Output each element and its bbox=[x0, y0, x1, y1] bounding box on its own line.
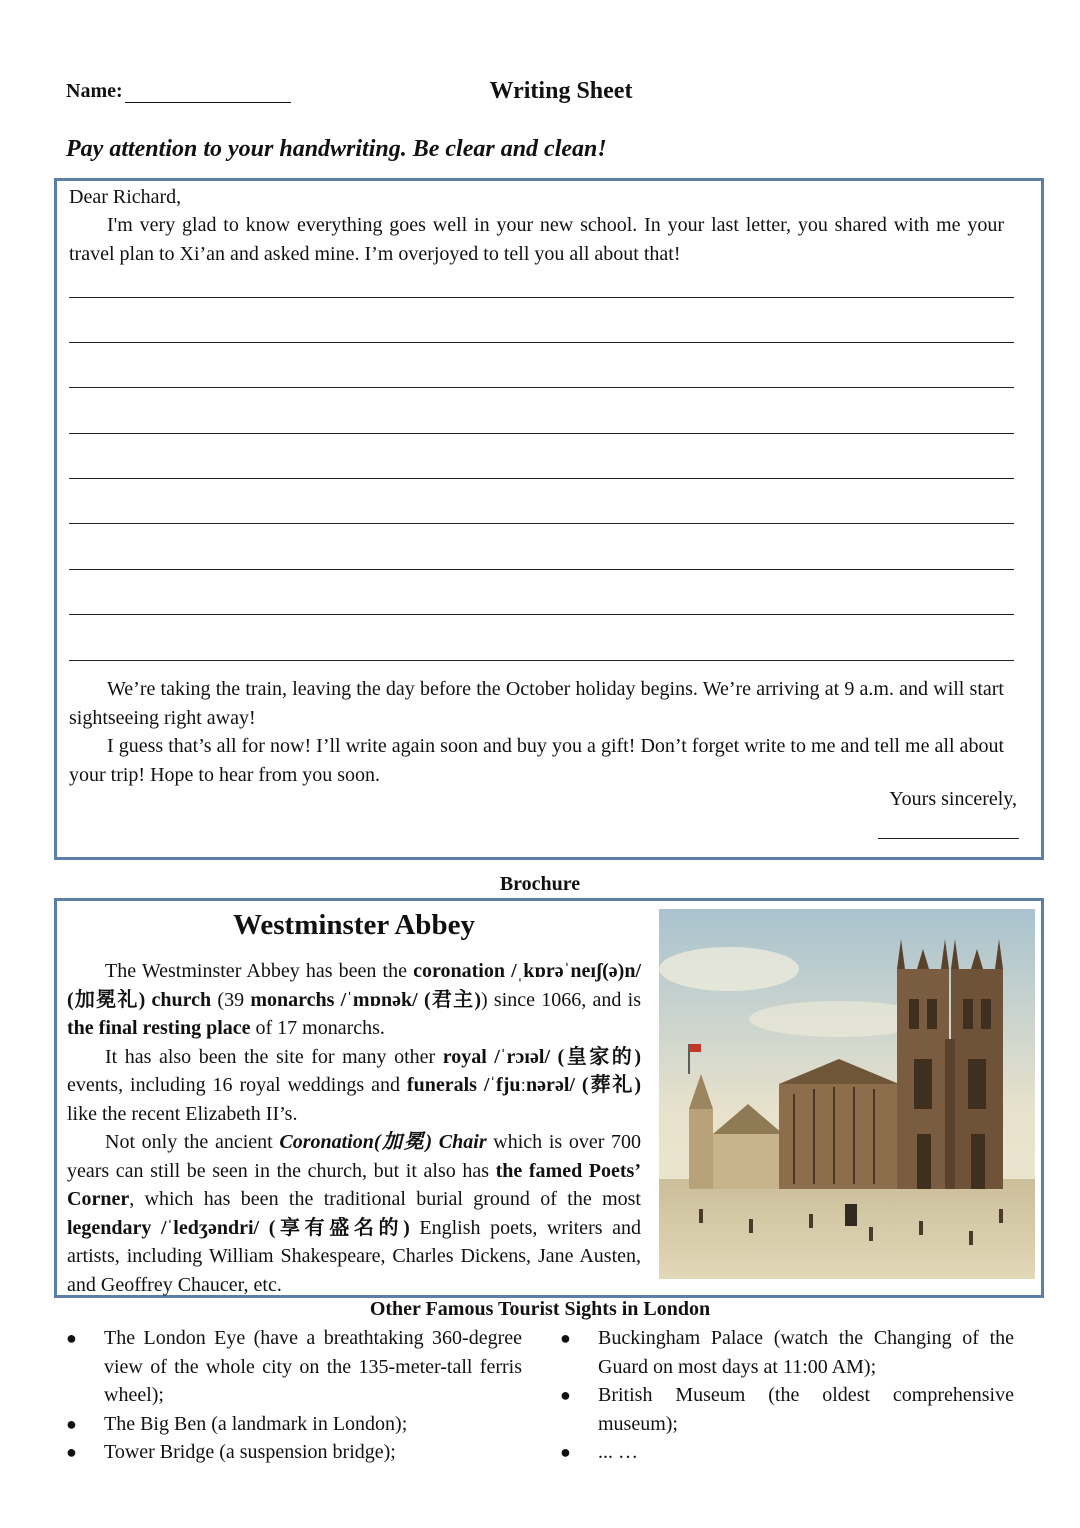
abbey-description bbox=[67, 957, 641, 1299]
bullet-icon: ● bbox=[560, 1328, 571, 1348]
bullet-icon: ● bbox=[560, 1442, 571, 1462]
sight-text: British Museum (the oldest comprehensive museum); bbox=[598, 1384, 1014, 1435]
bullet-icon: ● bbox=[66, 1328, 77, 1348]
writing-line[interactable] bbox=[69, 478, 1014, 479]
bullet-icon: ● bbox=[560, 1385, 571, 1405]
list-item bbox=[66, 1438, 522, 1467]
letter-greeting: Dear Richard, bbox=[69, 186, 182, 208]
sight-text: The Big Ben (a landmark in London); bbox=[104, 1412, 408, 1435]
abbey-paragraph-1 bbox=[67, 957, 641, 1043]
signature-line[interactable] bbox=[878, 838, 1019, 839]
writing-line[interactable] bbox=[69, 342, 1014, 343]
keyword-royal: royal /ˈrɔɪəl/ (皇家的) bbox=[442, 1045, 642, 1068]
list-item bbox=[560, 1438, 1014, 1467]
writing-line[interactable] bbox=[69, 523, 1014, 524]
writing-line[interactable] bbox=[69, 660, 1014, 661]
text-run: events, including 16 royal weddings and bbox=[67, 1074, 407, 1096]
keyword-monarchs: monarchs /ˈmɒnək/ (君主) bbox=[250, 988, 482, 1011]
sight-text: Tower Bridge (a suspension bridge); bbox=[104, 1441, 396, 1463]
list-item bbox=[560, 1381, 1014, 1438]
writing-line[interactable] bbox=[69, 387, 1014, 388]
letter-paragraph-2: We’re taking the train, leaving the day before the October holiday begins. We’re arriving at 9 a.m. and will start sightseeing right away! bbox=[69, 678, 1004, 729]
keyword-legendary: legendary /ˈledʒəndri/ (享有盛名的) bbox=[67, 1216, 410, 1239]
sights-list-right bbox=[560, 1324, 1014, 1467]
text-run: which is over 700 years can still be seen in the church, but it also has bbox=[67, 1131, 642, 1182]
keyword-final-resting-place: the final resting place bbox=[67, 1017, 251, 1039]
text-run: of 17 monarchs. bbox=[250, 1017, 385, 1039]
keyword-coronation: coronation /ˌkɒrəˈneɪʃ(ə)n/ (加冕礼) church bbox=[67, 960, 642, 1011]
abbey-title: Westminster Abbey bbox=[233, 909, 475, 941]
bullet-icon: ● bbox=[66, 1413, 77, 1434]
instruction-text: Pay attention to your handwriting. Be clear and clean! bbox=[66, 136, 607, 162]
letter-paragraph-3: I guess that’s all for now! I’ll write again soon and buy you a gift! Don’t forget write to me and tell me all about your trip! Hope to hear from you soon. bbox=[69, 735, 1004, 786]
text-run: It has also been the site for many other bbox=[105, 1045, 443, 1068]
list-item bbox=[66, 1410, 522, 1439]
sights-title: Other Famous Tourist Sights in London bbox=[369, 1298, 711, 1320]
abbey-paragraph-2 bbox=[67, 1043, 641, 1129]
sights-list-left bbox=[66, 1324, 522, 1467]
text-run: (39 bbox=[211, 988, 251, 1011]
text-run: ) since 1066, and is bbox=[481, 988, 641, 1011]
list-item bbox=[560, 1324, 1014, 1381]
letter-box bbox=[54, 178, 1044, 860]
text-run: , which has been the traditional burial ground of the most bbox=[129, 1188, 641, 1210]
sheet-title: Writing Sheet bbox=[489, 78, 633, 104]
writing-line[interactable] bbox=[69, 614, 1014, 615]
sight-text: The London Eye (have a breathtaking 360-degree view of the whole city on the 135-meter-tall ferris wheel); bbox=[104, 1327, 522, 1406]
sight-text: ... … bbox=[598, 1441, 638, 1463]
letter-closing: Yours sincerely, bbox=[889, 788, 1017, 810]
name-label: Name: bbox=[66, 80, 123, 102]
text-run: The Westminster Abbey has been the bbox=[105, 960, 414, 982]
westminster-abbey-illustration bbox=[659, 909, 1035, 1279]
writing-line[interactable] bbox=[69, 433, 1014, 434]
keyword-funerals: funerals /ˈfjuːnərəl/ (葬礼) bbox=[406, 1074, 641, 1096]
sight-text: Buckingham Palace (watch the Changing of the Guard on most days at 11:00 AM); bbox=[598, 1327, 1014, 1378]
brochure-label: Brochure bbox=[499, 873, 581, 895]
letter-paragraph-1: I'm very glad to know everything goes well in your new school. In your last letter, you shared with me your travel plan to Xi’an and asked mine. I’m overjoyed to tell you all about that! bbox=[69, 214, 1004, 265]
text-run: English poets, writers and artists, including William Shakespeare, Charles Dickens, Jane Austen, and Geoffrey Chaucer, etc. bbox=[67, 1216, 642, 1296]
text-run: like the recent Elizabeth II’s. bbox=[67, 1102, 298, 1125]
list-item bbox=[66, 1324, 522, 1410]
bullet-icon: ● bbox=[66, 1442, 77, 1462]
brochure-box bbox=[54, 898, 1044, 1298]
writing-line[interactable] bbox=[69, 297, 1014, 298]
text-run: Not only the ancient bbox=[105, 1131, 280, 1153]
abbey-paragraph-3 bbox=[67, 1128, 641, 1299]
keyword-poets-corner: the famed Poets’ Corner bbox=[67, 1159, 641, 1210]
keyword-coronation-chair: Coronation(加冕) Chair bbox=[279, 1131, 487, 1153]
writing-line[interactable] bbox=[69, 569, 1014, 570]
